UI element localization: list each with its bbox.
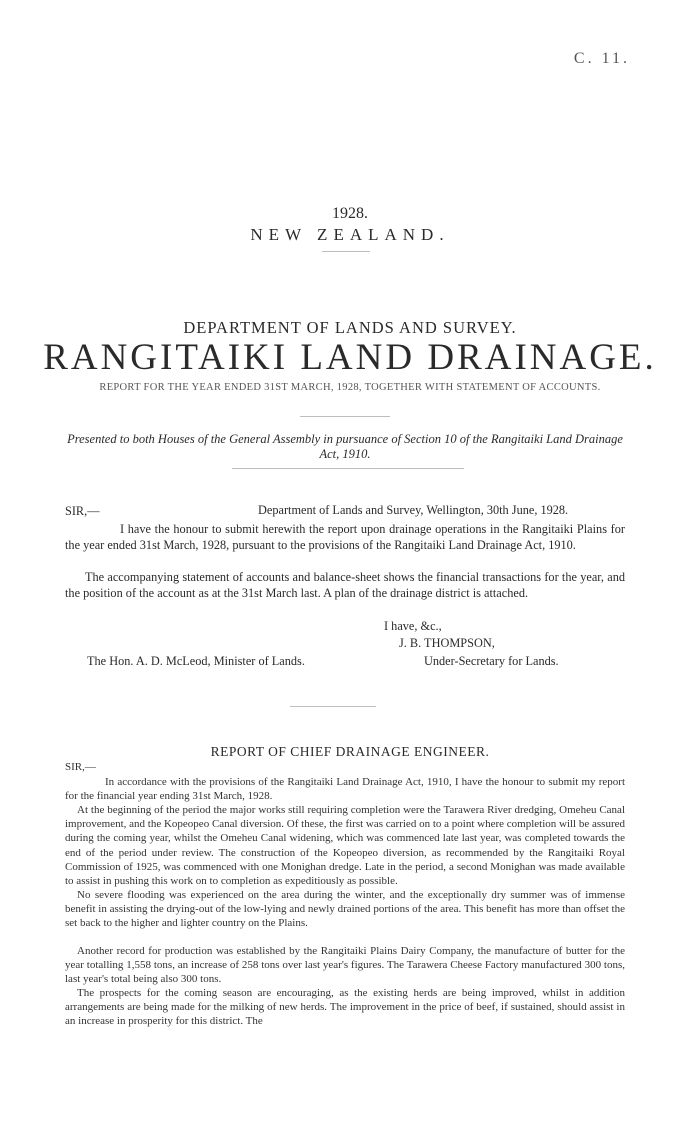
presentation-note: Presented to both Houses of the General Assembly in pursuance of Section 10 of the Rangitaiki Land Drainage Act, 1910. (67, 432, 623, 461)
divider (232, 468, 464, 469)
letter-dateline: Department of Lands and Survey, Wellington, 30th June, 1928. (258, 503, 569, 517)
report-paragraph: In accordance with the provisions of the Rangitaiki Land Drainage Act, 1910, I have the honour to submit my report for the financial year ending 31st March, 1928. (65, 776, 625, 803)
letter-paragraph: The accompanying statement of accounts and balance-sheet shows the financial transactions for the year, and the position of the account as at the 31st March last. A plan of the drainage district is attached. (65, 570, 625, 601)
report-paragraph: At the beginning of the period the major works still requiring completion were the Tarawera River dredging, Omeheu Canal improvement, and the Kopeopeo Canal diversion. Of these, the first was carried on to a point where completion will be assured during the coming year, whilst the Omeheu Canal widening, which was commenced late last year, was completed towards the end of the period under review. The construction of the Kopeopeo diversion, as recommended by the Rangitaiki Royal Commission of 1925, was commenced with one Monighan dredge. Late in the period, a second Monighan was made available to assist in pushing this work on to completion as expeditiously as possible. (65, 804, 625, 888)
report-heading: REPORT OF CHIEF DRAINAGE ENGINEER. (210, 744, 490, 759)
letter-closing: I have, &c., (384, 619, 442, 633)
report-paragraph: Another record for production was established by the Rangitaiki Plains Dairy Company, the manufacture of butter for the year totalling 1,558 tons, an increase of 258 tons over last year's figures. The Tarawera Cheese Factory manufactured 300 tons, last year's total being also 300 tons. (65, 945, 625, 986)
letter-salutation: SIR,— (65, 504, 100, 518)
document-title: RANGITAIKI LAND DRAINAGE. (43, 337, 657, 378)
letter-paragraph: I have the honour to submit herewith the report upon drainage operations in the Rangitaiki Plains for the year ended 31st March, 1928, pursuant to the provisions of the Rangitaiki Land Drainage Act, 1910. (65, 522, 625, 553)
report-paragraph: No severe flooding was experienced on the area during the winter, and the exceptionally dry summer was of immense benefit in assisting the drying-out of the low-lying and newly drained portions of the area. This benefit has more than offset the set back to the higher and lighter country on the Plains. (65, 889, 625, 930)
divider (300, 416, 390, 417)
report-paragraph: The prospects for the coming season are encouraging, as the existing herds are being improved, whilst in addition arrangements are being made for the milking of new herds. The improvement in the price of beef, if sustained, should assist in an increase in prosperity for this district. The (65, 987, 625, 1028)
signatory-title: Under-Secretary for Lands. (424, 654, 559, 668)
document-year: 1928. (332, 205, 368, 222)
divider (322, 251, 370, 252)
letter-addressee: The Hon. A. D. McLeod, Minister of Lands. (87, 654, 305, 668)
document-subtitle: REPORT FOR THE YEAR ENDED 31ST MARCH, 1928, TOGETHER WITH STATEMENT OF ACCOUNTS. (99, 382, 601, 393)
report-salutation: SIR,— (65, 761, 96, 773)
divider (290, 706, 376, 707)
letter-signatory: J. B. THOMPSON, (399, 636, 495, 650)
page-reference: C. 11. (573, 50, 630, 67)
country-heading: NEW ZEALAND. (250, 225, 450, 244)
department-heading: DEPARTMENT OF LANDS AND SURVEY. (183, 318, 517, 337)
